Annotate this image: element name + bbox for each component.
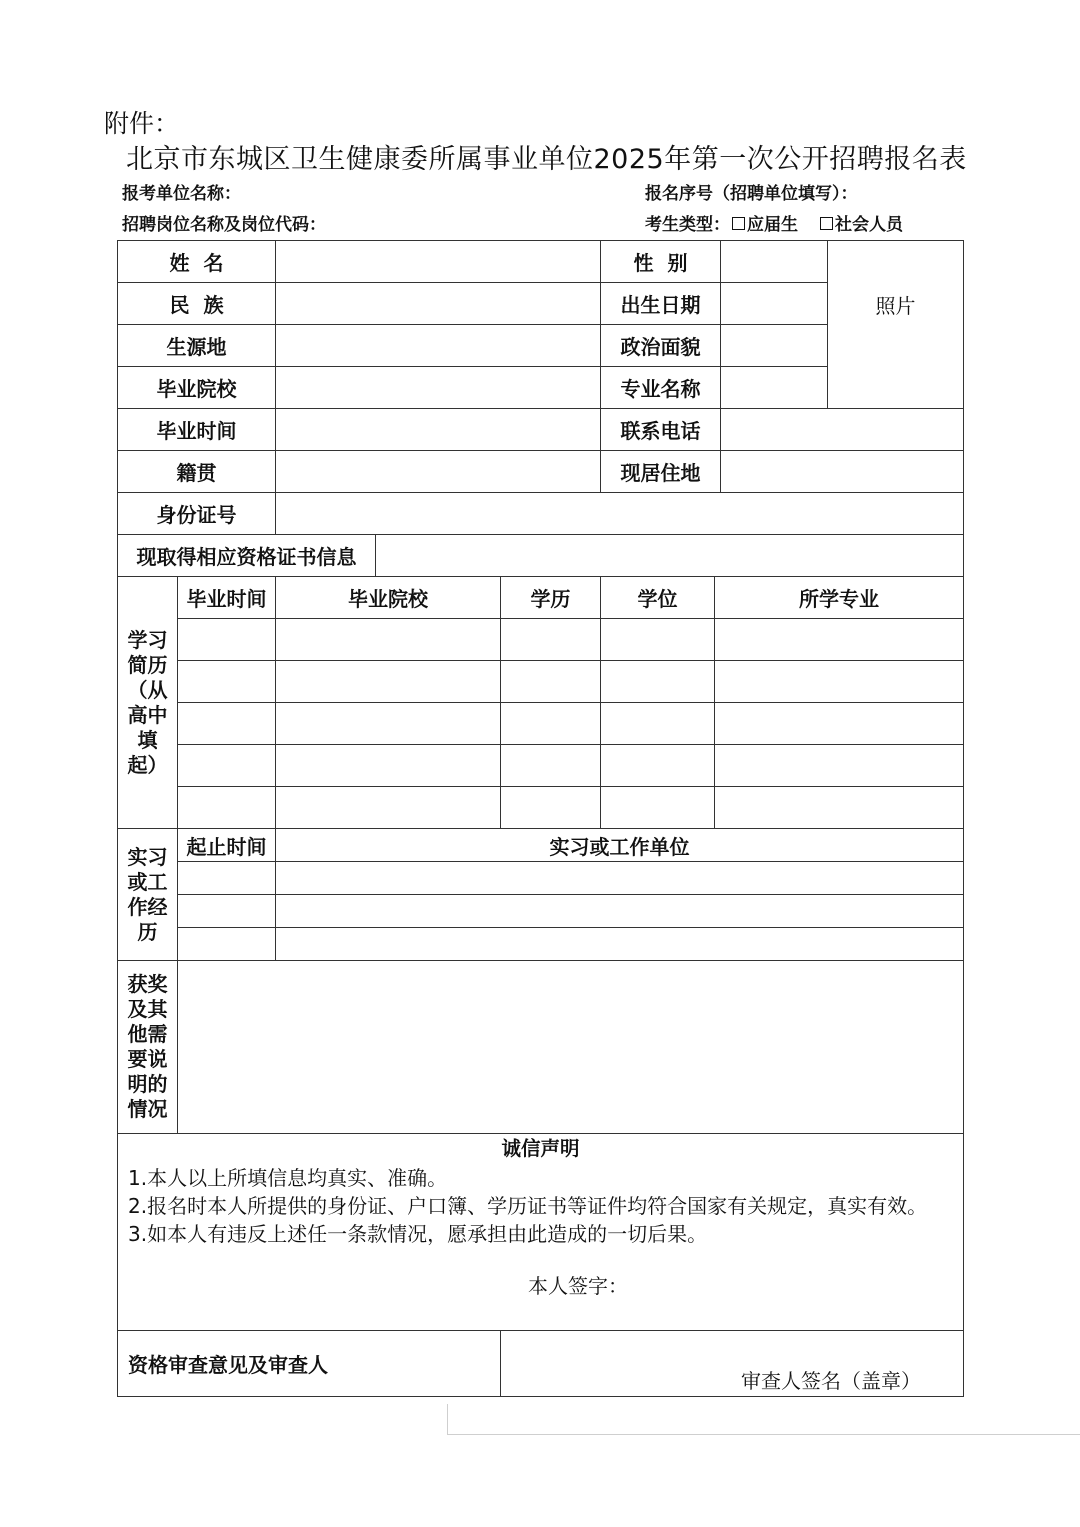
- edu-cell[interactable]: [276, 703, 501, 745]
- major-field[interactable]: [721, 367, 828, 409]
- post-label: 招聘岗位名称及岗位代码：: [122, 215, 326, 235]
- edu-col-degree-level: 学历: [501, 577, 601, 619]
- edu-cell[interactable]: [715, 787, 964, 829]
- serial-label: 报名序号（招聘单位填写）：: [645, 184, 858, 204]
- education-row: [118, 787, 964, 829]
- education-row: [118, 661, 964, 703]
- form-title: 北京市东城区卫生健康委所属事业单位2025年第一次公开招聘报名表: [126, 144, 967, 175]
- edu-cell[interactable]: [178, 703, 276, 745]
- edu-cell[interactable]: [601, 787, 715, 829]
- edu-cell[interactable]: [276, 745, 501, 787]
- work-cell[interactable]: [178, 895, 276, 928]
- address-label: 现居住地: [601, 451, 721, 493]
- work-cell[interactable]: [178, 928, 276, 961]
- awards-field[interactable]: [178, 961, 964, 1134]
- review-label: 资格审查意见及审查人: [118, 1331, 501, 1397]
- major-label: 专业名称: [601, 367, 721, 409]
- education-label: 学习简历（从高中填起）: [118, 577, 178, 829]
- work-cell[interactable]: [276, 895, 964, 928]
- phone-field[interactable]: [721, 409, 964, 451]
- edu-col-school: 毕业院校: [276, 577, 501, 619]
- candidate-type: [645, 210, 903, 235]
- edu-cell[interactable]: [601, 661, 715, 703]
- id-number-label: 身份证号: [118, 493, 276, 535]
- edu-cell[interactable]: [501, 745, 601, 787]
- declaration-item-3: 3.如本人有违反上述任一条款情况，愿承担由此造成的一切后果。: [128, 1222, 708, 1246]
- work-label: 实习或工作经历: [118, 829, 178, 961]
- gender-label: 性 别: [601, 241, 721, 283]
- edu-cell[interactable]: [276, 787, 501, 829]
- native-place-field[interactable]: [276, 451, 601, 493]
- ethnicity-label: 民 族: [118, 283, 276, 325]
- edu-cell[interactable]: [715, 661, 964, 703]
- edu-cell[interactable]: [601, 703, 715, 745]
- awards-label: 获奖及其他需要说明的情况: [118, 961, 178, 1134]
- edu-cell[interactable]: [715, 703, 964, 745]
- ethnicity-field[interactable]: [276, 283, 601, 325]
- birth-date-field[interactable]: [721, 283, 828, 325]
- declaration-item-1: 1.本人以上所填信息均真实、准确。: [128, 1166, 448, 1190]
- certificate-field[interactable]: [376, 535, 964, 577]
- edu-cell[interactable]: [501, 661, 601, 703]
- declaration-box: [118, 1134, 964, 1331]
- education-row: [118, 703, 964, 745]
- work-cell[interactable]: [178, 862, 276, 895]
- edu-cell[interactable]: [601, 745, 715, 787]
- edu-col-major: 所学专业: [715, 577, 964, 619]
- name-label: 姓 名: [118, 241, 276, 283]
- work-row: [118, 928, 964, 961]
- school-field[interactable]: [276, 367, 601, 409]
- edu-cell[interactable]: [715, 745, 964, 787]
- fresh-graduate-checkbox[interactable]: [732, 217, 745, 230]
- work-row: [118, 895, 964, 928]
- name-field[interactable]: [276, 241, 601, 283]
- edu-cell[interactable]: [178, 661, 276, 703]
- edu-cell[interactable]: [601, 619, 715, 661]
- unit-label: 报考单位名称：: [122, 184, 241, 204]
- edu-cell[interactable]: [715, 619, 964, 661]
- attachment-label: 附件：: [104, 109, 180, 138]
- edu-cell[interactable]: [501, 787, 601, 829]
- work-cell[interactable]: [276, 862, 964, 895]
- registration-form-table: [117, 240, 964, 1397]
- gender-field[interactable]: [721, 241, 828, 283]
- edu-cell[interactable]: [178, 787, 276, 829]
- social-candidate-option: 社会人员: [835, 215, 903, 235]
- politics-field[interactable]: [721, 325, 828, 367]
- edu-cell[interactable]: [501, 619, 601, 661]
- school-label: 毕业院校: [118, 367, 276, 409]
- edu-cell[interactable]: [276, 619, 501, 661]
- origin-label: 生源地: [118, 325, 276, 367]
- education-row: [118, 619, 964, 661]
- edu-cell[interactable]: [501, 703, 601, 745]
- work-col-period: 起止时间: [178, 829, 276, 862]
- fresh-graduate-option: 应届生: [747, 215, 798, 235]
- reviewer-signature[interactable]: 审查人签名（盖章）: [501, 1331, 964, 1397]
- photo-box[interactable]: [828, 241, 964, 409]
- edu-col-degree: 学位: [601, 577, 715, 619]
- work-col-employer: 实习或工作单位: [276, 829, 964, 862]
- graduation-time-field[interactable]: [276, 409, 601, 451]
- graduation-time-label: 毕业时间: [118, 409, 276, 451]
- edu-cell[interactable]: [178, 745, 276, 787]
- certificate-label: 现取得相应资格证书信息: [118, 535, 376, 577]
- phone-label: 联系电话: [601, 409, 721, 451]
- edu-cell[interactable]: [178, 619, 276, 661]
- education-row: [118, 745, 964, 787]
- social-candidate-checkbox[interactable]: [820, 217, 833, 230]
- id-number-field[interactable]: [276, 493, 964, 535]
- declaration-title: 诚信声明: [501, 1137, 580, 1160]
- photo-label: 照片: [875, 294, 916, 318]
- self-signature-label: 本人签字：: [528, 1274, 629, 1298]
- candidate-type-label: 考生类型：: [645, 215, 730, 235]
- stray-frame-line: [447, 1404, 1080, 1435]
- native-place-label: 籍贯: [118, 451, 276, 493]
- work-cell[interactable]: [276, 928, 964, 961]
- edu-col-graduation-time: 毕业时间: [178, 577, 276, 619]
- birth-date-label: 出生日期: [601, 283, 721, 325]
- origin-field[interactable]: [276, 325, 601, 367]
- politics-label: 政治面貌: [601, 325, 721, 367]
- declaration-item-2: 2.报名时本人所提供的身份证、户口簿、学历证书等证件均符合国家有关规定，真实有效。: [128, 1194, 928, 1218]
- work-row: [118, 862, 964, 895]
- address-field[interactable]: [721, 451, 964, 493]
- edu-cell[interactable]: [276, 661, 501, 703]
